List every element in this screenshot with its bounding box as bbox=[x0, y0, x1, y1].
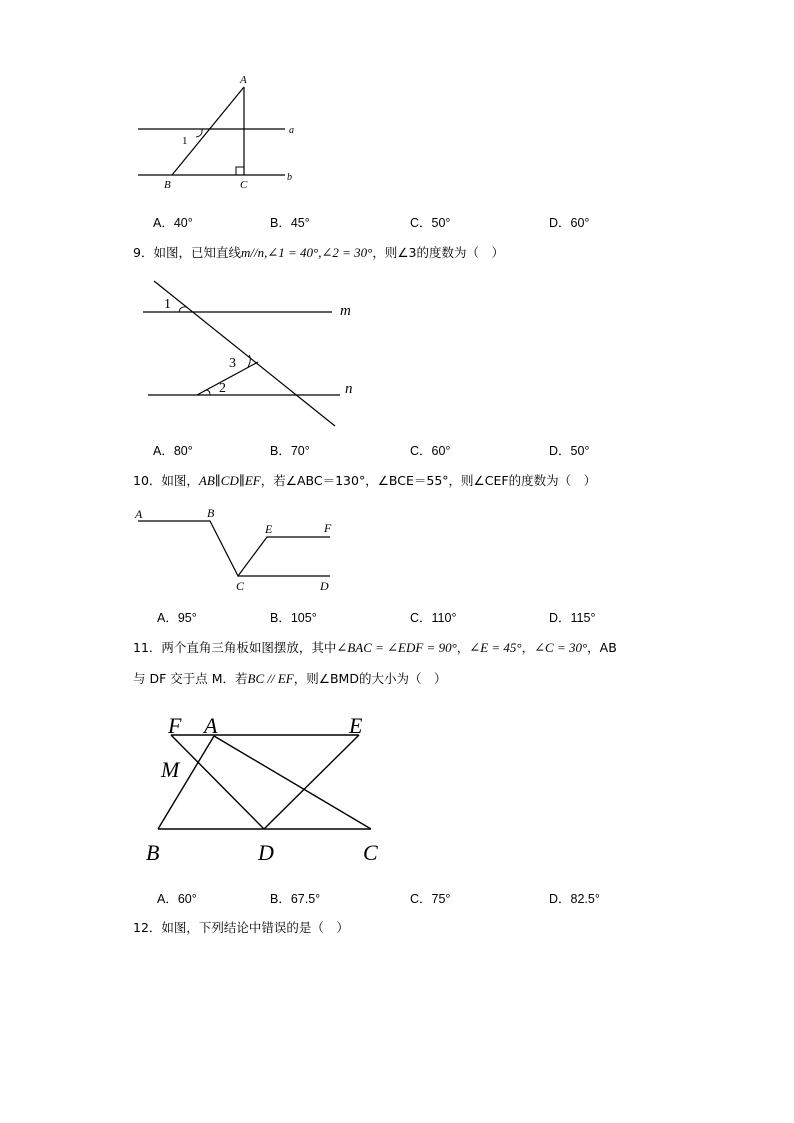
label-b: b bbox=[287, 172, 292, 183]
figure-q9 bbox=[135, 275, 365, 435]
label-F: F bbox=[168, 713, 182, 738]
label-M: M bbox=[161, 757, 180, 782]
q11-option-c: C．75° bbox=[410, 892, 451, 906]
label-D: D bbox=[320, 579, 329, 593]
label-C: C bbox=[240, 179, 248, 191]
label-A: A bbox=[135, 507, 143, 521]
right-angle-mark bbox=[236, 167, 244, 175]
polyline-ABCE bbox=[138, 521, 330, 576]
label-a: a bbox=[289, 125, 294, 136]
label-angle-1: 1 bbox=[182, 135, 188, 147]
segment-FD bbox=[171, 735, 264, 829]
label-E: E bbox=[349, 713, 363, 738]
q10-tail: ，若∠ABC＝130°，∠BCE＝55°，则∠CEF的度数为（ ） bbox=[260, 473, 597, 488]
label-A: A bbox=[240, 74, 247, 86]
q11-option-b: B．67.5° bbox=[270, 892, 321, 906]
segment-DE bbox=[264, 735, 359, 829]
q8-option-d: D．60° bbox=[549, 216, 590, 230]
figure-q11 bbox=[140, 705, 400, 875]
question-11-line-1 bbox=[133, 640, 617, 656]
label-angle-1: 1 bbox=[164, 297, 171, 312]
angle-2-arc bbox=[206, 390, 210, 395]
q11-option-d: D．82.5° bbox=[549, 892, 600, 906]
q11-text-e: 与 DF 交于点 M．若 bbox=[133, 671, 248, 686]
label-B: B bbox=[207, 506, 215, 520]
q10-number: 10．如图， bbox=[133, 473, 199, 488]
q9-option-c: C．60° bbox=[410, 444, 451, 458]
label-F: F bbox=[324, 521, 332, 535]
label-angle-2: 2 bbox=[219, 381, 226, 396]
question-12: 12．如图，下列结论中错误的是（ ） bbox=[133, 920, 349, 935]
question-10 bbox=[133, 473, 596, 489]
figure-q10 bbox=[130, 500, 350, 600]
label-B: B bbox=[164, 179, 171, 191]
q10-option-a: A．95° bbox=[157, 611, 197, 625]
label-D: D bbox=[258, 840, 274, 865]
q10-option-d: D．115° bbox=[549, 611, 596, 625]
q11-text-f: ，则∠BMD的大小为（ ） bbox=[293, 671, 447, 686]
q8-option-b: B．45° bbox=[270, 216, 310, 230]
label-E: E bbox=[265, 522, 273, 536]
q10-option-b: B．105° bbox=[270, 611, 317, 625]
q10-condition: AB∥CD∥EF bbox=[198, 473, 261, 488]
q11-cond-3: ∠C = 30° bbox=[534, 640, 588, 655]
angle-1-arc bbox=[179, 307, 187, 312]
label-n: n bbox=[345, 381, 353, 397]
q9-condition: m//n,∠1 = 40°,∠2 = 30° bbox=[240, 245, 373, 260]
q11-cond-2: ∠E = 45° bbox=[469, 640, 522, 655]
label-B: B bbox=[146, 840, 160, 865]
q10-option-c: C．110° bbox=[410, 611, 457, 625]
angle-1-arc bbox=[196, 129, 202, 137]
label-A: A bbox=[204, 713, 218, 738]
q11-text-c: ， bbox=[521, 640, 535, 655]
q11-option-a: A．60° bbox=[157, 892, 197, 906]
segment-AC bbox=[214, 736, 371, 829]
q11-text-b: ， bbox=[456, 640, 470, 655]
label-C: C bbox=[363, 840, 378, 865]
label-C: C bbox=[236, 579, 245, 593]
q11-cond-4: BC // EF bbox=[247, 671, 294, 686]
question-9 bbox=[133, 245, 504, 261]
q8-option-a: A．40° bbox=[153, 216, 193, 230]
figure-q8 bbox=[130, 70, 310, 195]
q9-option-b: B．70° bbox=[270, 444, 310, 458]
transversal bbox=[154, 281, 335, 426]
q11-cond-1: ∠BAC = ∠EDF = 90° bbox=[336, 640, 457, 655]
q11-text-d: ，AB bbox=[587, 640, 617, 655]
q8-option-c: C．50° bbox=[410, 216, 451, 230]
segment-AB bbox=[172, 87, 244, 175]
label-angle-3: 3 bbox=[229, 356, 236, 371]
q9-option-a: A．80° bbox=[153, 444, 193, 458]
q9-number: 9．如图，已知直线 bbox=[133, 245, 241, 260]
q9-option-d: D．50° bbox=[549, 444, 590, 458]
question-11-line-2 bbox=[133, 671, 446, 687]
q9-tail: ，则∠3的度数为（ ） bbox=[372, 245, 504, 260]
label-m: m bbox=[340, 303, 351, 319]
q11-text-a: 11．两个直角三角板如图摆放，其中 bbox=[133, 640, 337, 655]
